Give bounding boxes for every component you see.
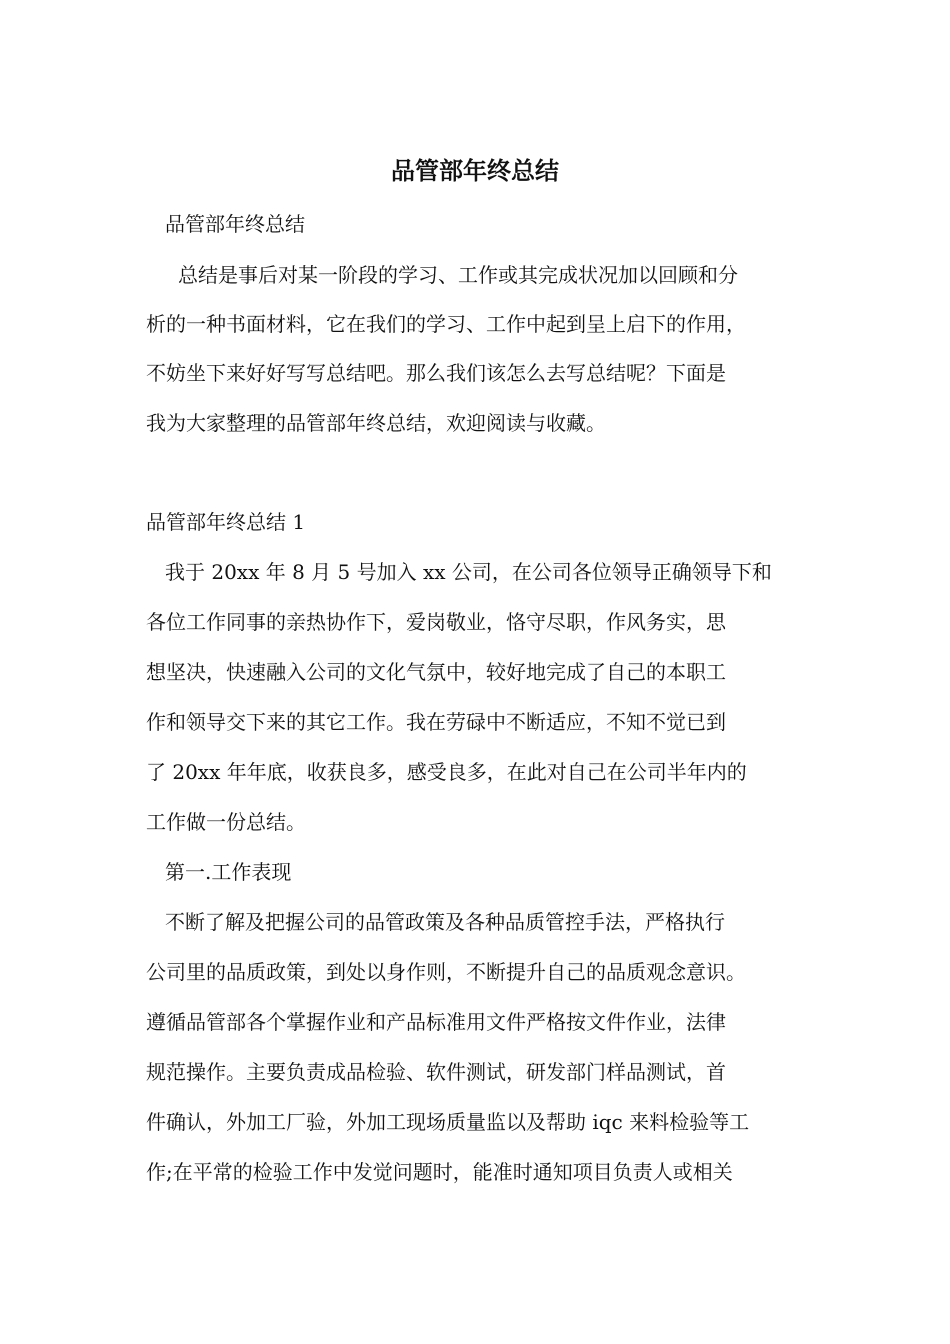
paragraph-line: 了 20xx 年年底，收获良多，感受良多，在此对自己在公司半年内的 [146,760,747,784]
section-heading: 品管部年终总结 1 [146,510,306,534]
paragraph-line: 作;在平常的检验工作中发觉问题时，能准时通知项目负责人或相关 [146,1160,733,1184]
paragraph-line: 我于 20xx 年 8 月 5 号加入 xx 公司，在公司各位领导正确领导下和 [165,560,772,584]
document-subtitle: 品管部年终总结 [165,212,305,236]
paragraph-line: 作和领导交下来的其它工作。我在劳碌中不断适应，不知不觉已到 [146,710,726,734]
paragraph-line: 件确认，外加工厂验，外加工现场质量监以及帮助 iqc 来料检验等工 [146,1110,750,1134]
paragraph-line: 想坚决，快速融入公司的文化气氛中，较好地完成了自己的本职工 [146,660,726,684]
intro-line: 不妨坐下来好好写写总结吧。那么我们该怎么去写总结呢？下面是 [146,361,726,385]
paragraph-line: 规范操作。主要负责成品检验、软件测试，研发部门样品测试，首 [146,1060,726,1084]
paragraph-line: 遵循品管部各个掌握作业和产品标准用文件严格按文件作业，法律 [146,1010,726,1034]
paragraph-line: 公司里的品质政策，到处以身作则，不断提升自己的品质观念意识。 [146,960,746,984]
intro-line: 析的一种书面材料，它在我们的学习、工作中起到呈上启下的作用， [146,312,746,336]
paragraph-line: 不断了解及把握公司的品管政策及各种品质管控手法，严格执行 [165,910,725,934]
paragraph-line: 各位工作同事的亲热协作下，爱岗敬业，恪守尽职，作风务实，思 [146,610,726,634]
intro-line: 我为大家整理的品管部年终总结，欢迎阅读与收藏。 [146,411,606,435]
subheading: 第一.工作表现 [165,860,292,884]
paragraph-line: 工作做一份总结。 [146,810,306,834]
document-title: 品管部年终总结 [391,157,559,185]
intro-line: 总结是事后对某一阶段的学习、工作或其完成状况加以回顾和分 [178,263,738,287]
